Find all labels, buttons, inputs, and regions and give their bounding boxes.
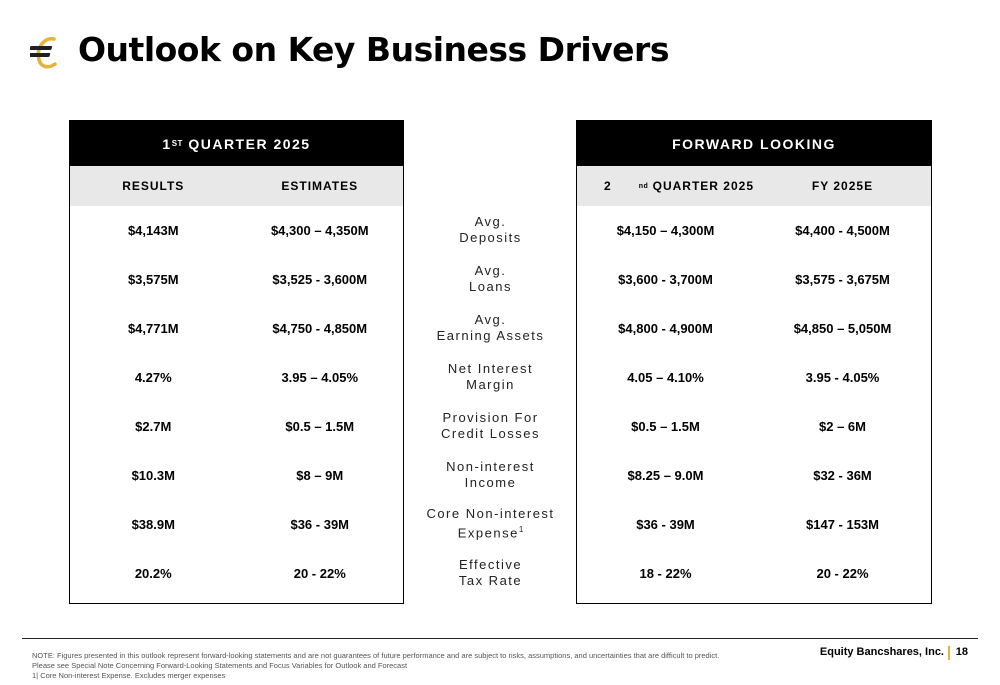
forward-column-headers [577, 166, 931, 206]
label-provision-credit-losses: Provision For Credit Losses [441, 409, 540, 441]
company-name: Equity Bancshares, Inc. [819, 646, 944, 658]
table-row: $8.25 – 9.0M $32 - 36M [627, 468, 872, 483]
q1-2025-panel [69, 120, 404, 604]
label-net-interest-margin: Net Interest Margin [447, 360, 534, 392]
table-row: $3,600 - 3,700M $3,575 - 3,675M [618, 272, 890, 287]
q1-rows [70, 206, 403, 598]
label-avg-deposits: Avg. Deposits [459, 213, 522, 245]
table-row: $4,771M $4,750 - 4,850M [127, 321, 368, 336]
q1-column-headers [70, 166, 403, 206]
table-row: $4,800 - 4,900M $4,850 – 5,050M [618, 321, 892, 336]
forward-looking-heading: FORWARD LOOKING [577, 121, 931, 166]
footer-divider [22, 638, 978, 639]
table-row: 18 - 22% 20 - 22% [639, 566, 869, 581]
table-row: $2.7M $0.5 – 1.5M [135, 419, 355, 434]
footnote-marker: 1 [518, 524, 524, 534]
label-avg-loans: Avg. Loans [469, 262, 512, 294]
driver-labels [405, 205, 576, 597]
footer-notes [32, 651, 719, 681]
table-row: 4.27% 3.95 – 4.05% [134, 370, 359, 385]
results-header: RESULTS [122, 179, 185, 193]
footer-note: Please see Special Note Concerning Forward-Looking Statements and Focus Variables for Outlook and Forecast [32, 661, 408, 670]
footer-note: 1| Core Non-interest Expense. Excludes merger expenses [32, 671, 226, 680]
forward-looking-panel [576, 120, 932, 604]
label-core-non-interest-expense: Core Non-interest Expense$^1$ [426, 505, 555, 541]
label-avg-earning-assets: Avg. Earning Assets [436, 311, 545, 343]
table-row: 4.05 – 4.10% 3.95 - 4.05% [627, 370, 880, 385]
table-row: $4,143M $4,300 – 4,350M [127, 223, 369, 238]
table-row: $0.5 – 1.5M $2 – 6M [631, 419, 866, 434]
footer-note: NOTE: Figures presented in this outlook represent forward-looking statements and are not guarantees of future performance and are subject to risks, assumptions, and uncertainties that are difficult to predict. [32, 651, 720, 660]
page-number: 18 [955, 646, 968, 658]
forward-rows [577, 206, 931, 598]
label-non-interest-income: Non-interest Income [446, 458, 535, 490]
accent-bar [948, 646, 950, 660]
fy-2025e-header: FY 2025E [811, 179, 874, 193]
table-row: $4,150 – 4,300M $4,400 - 4,500M [616, 223, 890, 238]
table-row: 20.2% 20 - 22% [134, 566, 346, 581]
estimates-header: ESTIMATES [281, 179, 359, 193]
page-title: Outlook on Key Business Drivers [78, 30, 669, 69]
q1-2025-heading: 1 ST QUARTER 2025 [70, 121, 403, 166]
q2-2025-header: 2 nd QUARTER 2025 [604, 179, 754, 193]
table-row: $38.9M $36 - 39M [131, 517, 350, 532]
table-row: $10.3M $8 – 9M [131, 468, 344, 483]
table-row: $36 - 39M $147 - 153M [636, 517, 879, 532]
equity-logo-icon [30, 36, 64, 70]
label-effective-tax-rate: Effective Tax Rate [458, 556, 523, 588]
table-row: $3,575M $3,525 - 3,600M [127, 272, 368, 287]
